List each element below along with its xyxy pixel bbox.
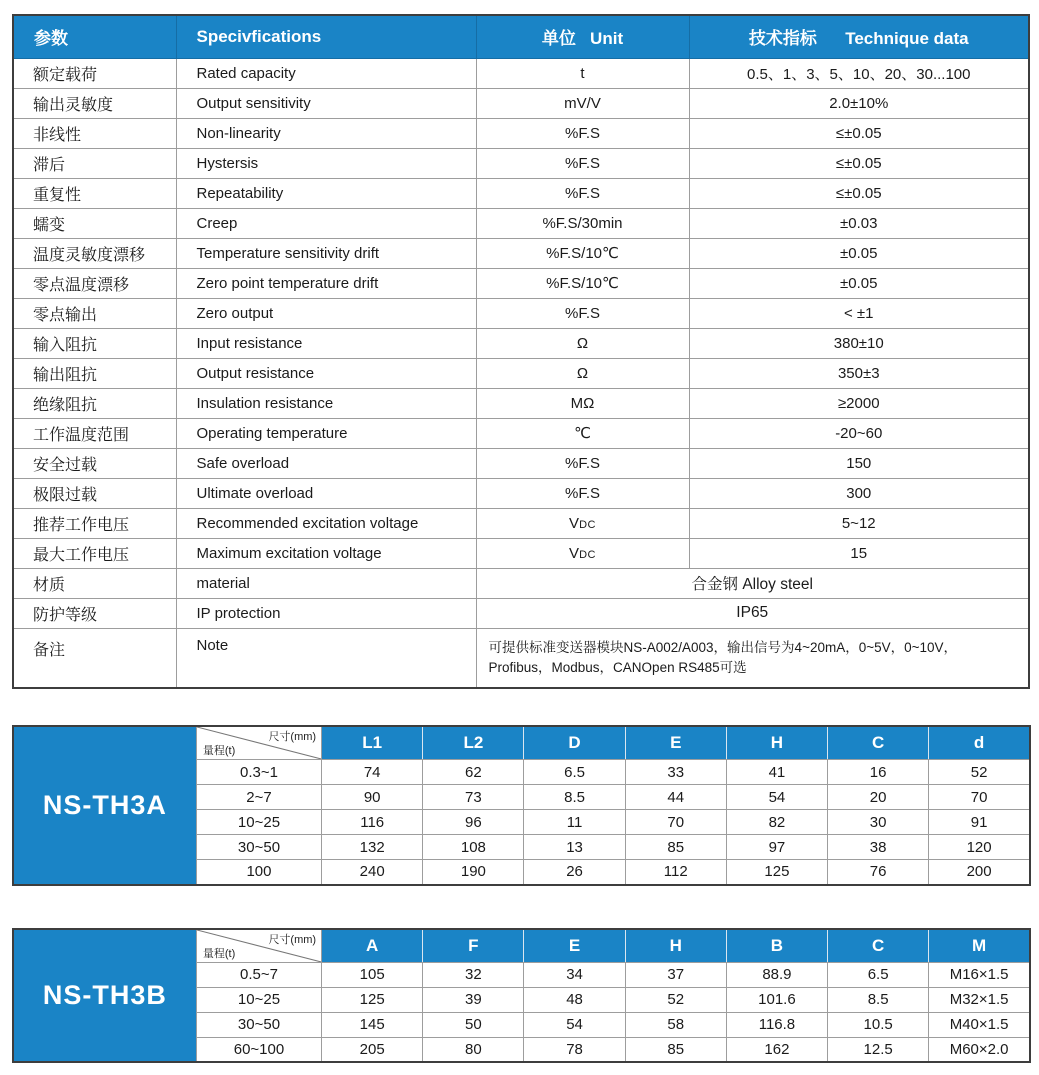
param-cell: 额定载荷 bbox=[13, 58, 176, 88]
range-cell: 30~50 bbox=[196, 835, 321, 860]
dim-value-cell: 33 bbox=[625, 760, 726, 785]
spec-cell: Hystersis bbox=[176, 148, 476, 178]
dim-column-header: B bbox=[726, 929, 827, 963]
dim-value-cell: 97 bbox=[726, 835, 827, 860]
range-cell: 0.5~7 bbox=[196, 962, 321, 987]
header-data: 技术指标 Technique data bbox=[689, 15, 1029, 58]
dim-value-cell: 190 bbox=[423, 860, 524, 885]
spec-row bbox=[13, 568, 1029, 598]
header-param: 参数 bbox=[13, 15, 176, 58]
note-value-cell: 可提供标准变送器模块NS-A002/A003，输出信号为4~20mA，0~5V，0~10V，Profibus，Modbus，CANOpen RS485可选 bbox=[476, 628, 1029, 688]
unit-cell: %F.S bbox=[476, 298, 689, 328]
unit-cell: t bbox=[476, 58, 689, 88]
value-cell: ±0.05 bbox=[689, 268, 1029, 298]
spec-row bbox=[13, 628, 1029, 688]
header-unit: 单位 Unit bbox=[476, 15, 689, 58]
merged-value-cell: IP65 bbox=[476, 598, 1029, 628]
spec-cell: Input resistance bbox=[176, 328, 476, 358]
dim-column-header: E bbox=[524, 929, 625, 963]
dim-value-cell: 200 bbox=[929, 860, 1030, 885]
dim-value-cell: 85 bbox=[625, 835, 726, 860]
param-cell: 工作温度范围 bbox=[13, 418, 176, 448]
dim-value-cell: 34 bbox=[524, 962, 625, 987]
value-cell: -20~60 bbox=[689, 418, 1029, 448]
corner-label-range: 量程(t) bbox=[202, 745, 236, 757]
unit-cell: %F.S bbox=[476, 478, 689, 508]
value-cell: 2.0±10% bbox=[689, 88, 1029, 118]
dim-value-cell: 116 bbox=[322, 810, 423, 835]
dim-value-cell: 80 bbox=[423, 1037, 524, 1062]
merged-value-cell: 合金钢 Alloy steel bbox=[476, 568, 1029, 598]
dim-value-cell: 13 bbox=[524, 835, 625, 860]
dim-value-cell: 70 bbox=[929, 785, 1030, 810]
dim-column-header: C bbox=[828, 929, 929, 963]
value-cell: ≤±0.05 bbox=[689, 118, 1029, 148]
param-cell: 绝缘阻抗 bbox=[13, 388, 176, 418]
dim-column-header: M bbox=[929, 929, 1030, 963]
unit-cell: ℃ bbox=[476, 418, 689, 448]
spec-cell: Operating temperature bbox=[176, 418, 476, 448]
dim-value-cell: 52 bbox=[929, 760, 1030, 785]
dim-value-cell: 52 bbox=[625, 987, 726, 1012]
dim-value-cell: 10.5 bbox=[828, 1012, 929, 1037]
param-cell: 推荐工作电压 bbox=[13, 508, 176, 538]
unit-cell: VDC bbox=[476, 508, 689, 538]
corner-box bbox=[197, 727, 321, 759]
dim-column-header: F bbox=[423, 929, 524, 963]
dim-value-cell: 82 bbox=[726, 810, 827, 835]
value-cell: 0.5、1、3、5、10、20、30...100 bbox=[689, 58, 1029, 88]
unit-cell: MΩ bbox=[476, 388, 689, 418]
value-cell: 380±10 bbox=[689, 328, 1029, 358]
spec-row bbox=[13, 328, 1029, 358]
dim-value-cell: 62 bbox=[423, 760, 524, 785]
dim-value-cell: 8.5 bbox=[524, 785, 625, 810]
dim-value-cell: 88.9 bbox=[726, 962, 827, 987]
spec-header-row bbox=[13, 15, 1029, 58]
dim-value-cell: 11 bbox=[524, 810, 625, 835]
param-cell: 非线性 bbox=[13, 118, 176, 148]
spec-cell: Non-linearity bbox=[176, 118, 476, 148]
corner-label-dimension: 尺寸(mm) bbox=[268, 731, 317, 743]
param-cell: 输入阻抗 bbox=[13, 328, 176, 358]
dim-value-cell: 39 bbox=[423, 987, 524, 1012]
param-cell: 最大工作电压 bbox=[13, 538, 176, 568]
dim-value-cell: 26 bbox=[524, 860, 625, 885]
dim-column-header: A bbox=[322, 929, 423, 963]
unit-subscript: DC bbox=[579, 518, 596, 531]
value-cell: 5~12 bbox=[689, 508, 1029, 538]
dim-value-cell: 105 bbox=[322, 962, 423, 987]
spec-row bbox=[13, 448, 1029, 478]
spec-cell: Zero point temperature drift bbox=[176, 268, 476, 298]
spec-row bbox=[13, 58, 1029, 88]
dim-value-cell: 54 bbox=[524, 1012, 625, 1037]
dim-header-row bbox=[13, 929, 1030, 963]
unit-cell: %F.S/30min bbox=[476, 208, 689, 238]
dim-value-cell: 78 bbox=[524, 1037, 625, 1062]
dim-value-cell: 112 bbox=[625, 860, 726, 885]
dim-value-cell: 30 bbox=[828, 810, 929, 835]
spec-row bbox=[13, 418, 1029, 448]
dim-value-cell: 116.8 bbox=[726, 1012, 827, 1037]
dim-value-cell: 76 bbox=[828, 860, 929, 885]
dim-value-cell: 125 bbox=[322, 987, 423, 1012]
spec-cell: Creep bbox=[176, 208, 476, 238]
header-spec: Specivfications bbox=[176, 15, 476, 58]
corner-cell bbox=[196, 929, 321, 963]
dim-column-header: L2 bbox=[423, 726, 524, 760]
spec-cell: Recommended excitation voltage bbox=[176, 508, 476, 538]
dim-value-cell: 54 bbox=[726, 785, 827, 810]
range-cell: 60~100 bbox=[196, 1037, 321, 1062]
unit-cell: %F.S/10℃ bbox=[476, 238, 689, 268]
dim-value-cell: 58 bbox=[625, 1012, 726, 1037]
dim-value-cell: 44 bbox=[625, 785, 726, 810]
param-cell: 输出阻抗 bbox=[13, 358, 176, 388]
spec-cell: Output resistance bbox=[176, 358, 476, 388]
spec-cell: Ultimate overload bbox=[176, 478, 476, 508]
range-cell: 2~7 bbox=[196, 785, 321, 810]
dim-column-header: D bbox=[524, 726, 625, 760]
dim-value-cell: 37 bbox=[625, 962, 726, 987]
param-cell: 滞后 bbox=[13, 148, 176, 178]
dim-value-cell: 120 bbox=[929, 835, 1030, 860]
spec-cell: Zero output bbox=[176, 298, 476, 328]
spec-cell: Insulation resistance bbox=[176, 388, 476, 418]
dim-value-cell: 85 bbox=[625, 1037, 726, 1062]
dim-value-cell: 70 bbox=[625, 810, 726, 835]
spec-row bbox=[13, 268, 1029, 298]
spec-cell: IP protection bbox=[176, 598, 476, 628]
dim-value-cell: 90 bbox=[322, 785, 423, 810]
spec-row bbox=[13, 388, 1029, 418]
unit-cell: Ω bbox=[476, 328, 689, 358]
dim-value-cell: 16 bbox=[828, 760, 929, 785]
spec-row bbox=[13, 478, 1029, 508]
param-cell: 材质 bbox=[13, 568, 176, 598]
spec-row bbox=[13, 358, 1029, 388]
spec-row bbox=[13, 178, 1029, 208]
dim-column-header: L1 bbox=[322, 726, 423, 760]
spec-row bbox=[13, 298, 1029, 328]
model-cell: NS-TH3A bbox=[13, 726, 196, 885]
param-cell: 极限过载 bbox=[13, 478, 176, 508]
dim-column-header: H bbox=[625, 929, 726, 963]
dim-value-cell: 48 bbox=[524, 987, 625, 1012]
spec-cell: material bbox=[176, 568, 476, 598]
value-cell: ±0.05 bbox=[689, 238, 1029, 268]
dim-value-cell: 145 bbox=[322, 1012, 423, 1037]
spec-row bbox=[13, 148, 1029, 178]
dim-value-cell: 132 bbox=[322, 835, 423, 860]
value-cell: ±0.03 bbox=[689, 208, 1029, 238]
value-cell: ≤±0.05 bbox=[689, 148, 1029, 178]
unit-cell: VDC bbox=[476, 538, 689, 568]
param-cell: 输出灵敏度 bbox=[13, 88, 176, 118]
dim-header-row bbox=[13, 726, 1030, 760]
dim-value-cell: 125 bbox=[726, 860, 827, 885]
range-cell: 100 bbox=[196, 860, 321, 885]
model-cell: NS-TH3B bbox=[13, 929, 196, 1063]
dim-value-cell: 240 bbox=[322, 860, 423, 885]
dim-value-cell: M40×1.5 bbox=[929, 1012, 1030, 1037]
range-cell: 30~50 bbox=[196, 1012, 321, 1037]
dim-value-cell: 32 bbox=[423, 962, 524, 987]
value-cell: 300 bbox=[689, 478, 1029, 508]
dim-value-cell: M16×1.5 bbox=[929, 962, 1030, 987]
dim-value-cell: 38 bbox=[828, 835, 929, 860]
param-cell: 安全过载 bbox=[13, 448, 176, 478]
value-cell: < ±1 bbox=[689, 298, 1029, 328]
corner-box bbox=[197, 930, 321, 962]
dimension-table-ns-th3a bbox=[12, 725, 1031, 886]
corner-cell bbox=[196, 726, 321, 760]
param-cell: 零点温度漂移 bbox=[13, 268, 176, 298]
dim-value-cell: 50 bbox=[423, 1012, 524, 1037]
spec-table bbox=[12, 14, 1030, 689]
dim-value-cell: 101.6 bbox=[726, 987, 827, 1012]
dim-value-cell: 12.5 bbox=[828, 1037, 929, 1062]
unit-cell: %F.S bbox=[476, 118, 689, 148]
unit-cell: mV/V bbox=[476, 88, 689, 118]
spec-cell: Repeatability bbox=[176, 178, 476, 208]
range-cell: 10~25 bbox=[196, 987, 321, 1012]
param-cell: 蠕变 bbox=[13, 208, 176, 238]
dim-column-header: d bbox=[929, 726, 1030, 760]
spec-row bbox=[13, 508, 1029, 538]
unit-cell: %F.S bbox=[476, 148, 689, 178]
dim-value-cell: 74 bbox=[322, 760, 423, 785]
spec-cell: Maximum excitation voltage bbox=[176, 538, 476, 568]
dimension-table-ns-th3b bbox=[12, 928, 1031, 1064]
corner-label-range: 量程(t) bbox=[202, 947, 236, 960]
param-cell: 备注 bbox=[13, 628, 176, 688]
corner-label-dimension: 尺寸(mm) bbox=[268, 933, 317, 946]
dim-value-cell: 6.5 bbox=[524, 760, 625, 785]
unit-cell: Ω bbox=[476, 358, 689, 388]
unit-cell: %F.S bbox=[476, 448, 689, 478]
dim-value-cell: 91 bbox=[929, 810, 1030, 835]
spec-cell: Rated capacity bbox=[176, 58, 476, 88]
range-cell: 10~25 bbox=[196, 810, 321, 835]
value-cell: 350±3 bbox=[689, 358, 1029, 388]
unit-subscript: DC bbox=[579, 548, 596, 561]
dim-value-cell: 205 bbox=[322, 1037, 423, 1062]
dim-column-header: H bbox=[726, 726, 827, 760]
param-cell: 重复性 bbox=[13, 178, 176, 208]
param-cell: 零点输出 bbox=[13, 298, 176, 328]
value-cell: ≥2000 bbox=[689, 388, 1029, 418]
spec-row bbox=[13, 118, 1029, 148]
dim-value-cell: 108 bbox=[423, 835, 524, 860]
unit-cell: %F.S/10℃ bbox=[476, 268, 689, 298]
spec-row bbox=[13, 598, 1029, 628]
dim-value-cell: 96 bbox=[423, 810, 524, 835]
spec-row bbox=[13, 238, 1029, 268]
dim-value-cell: M60×2.0 bbox=[929, 1037, 1030, 1062]
dim-value-cell: 73 bbox=[423, 785, 524, 810]
spec-row bbox=[13, 88, 1029, 118]
spec-row bbox=[13, 538, 1029, 568]
spec-row bbox=[13, 208, 1029, 238]
range-cell: 0.3~1 bbox=[196, 760, 321, 785]
spec-cell: Temperature sensitivity drift bbox=[176, 238, 476, 268]
unit-cell: %F.S bbox=[476, 178, 689, 208]
value-cell: ≤±0.05 bbox=[689, 178, 1029, 208]
spec-cell: Note bbox=[176, 628, 476, 688]
dim-value-cell: 162 bbox=[726, 1037, 827, 1062]
dim-value-cell: 41 bbox=[726, 760, 827, 785]
spec-cell: Safe overload bbox=[176, 448, 476, 478]
param-cell: 温度灵敏度漂移 bbox=[13, 238, 176, 268]
value-cell: 150 bbox=[689, 448, 1029, 478]
param-cell: 防护等级 bbox=[13, 598, 176, 628]
spec-cell: Output sensitivity bbox=[176, 88, 476, 118]
dim-value-cell: 6.5 bbox=[828, 962, 929, 987]
dim-column-header: C bbox=[828, 726, 929, 760]
dim-column-header: E bbox=[625, 726, 726, 760]
dim-value-cell: 8.5 bbox=[828, 987, 929, 1012]
value-cell: 15 bbox=[689, 538, 1029, 568]
dim-value-cell: 20 bbox=[828, 785, 929, 810]
dim-value-cell: M32×1.5 bbox=[929, 987, 1030, 1012]
